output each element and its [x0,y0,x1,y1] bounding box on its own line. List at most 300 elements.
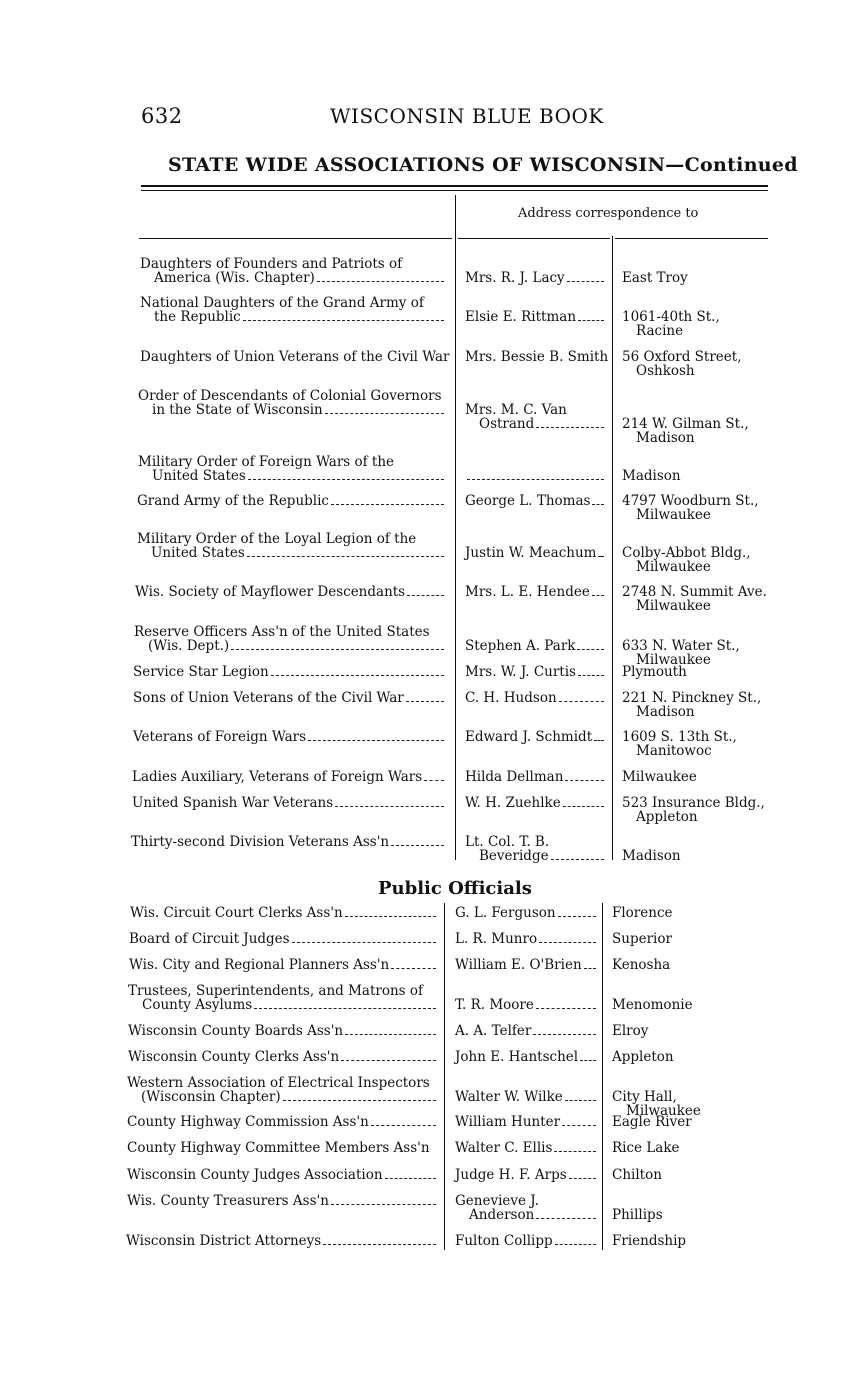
leader-dots [331,1201,436,1205]
leader-dots [243,317,444,321]
organization-name-line [130,906,436,920]
address-line: 523 Insurance Bldg., [622,795,765,811]
leader-dots [536,424,604,428]
running-head: WISCONSIN BLUE BOOK [330,104,604,128]
leader-dots [385,1175,436,1179]
organization-name-line [140,310,444,324]
organization-name-line [140,271,444,285]
address-line: Friendship [612,1233,687,1249]
header-rule-mid [458,238,610,239]
organization-name [130,906,436,920]
correspondent-line [465,417,604,431]
leader-dots [592,592,604,596]
leader-dots [345,913,436,917]
correspondent-text: T. R. Moore [455,997,534,1013]
address [622,469,681,483]
correspondent-name [455,998,596,1012]
address-line: Plymouth [622,664,687,680]
leader-dots [563,803,604,807]
organization-name-line [138,469,444,483]
address [612,1115,692,1129]
organization-name-line [127,1090,436,1104]
organization-name [129,932,436,946]
address-line: 56 Oxford Street, [622,349,742,365]
organization-name-text: Sons of Union Veterans of the Civil War [133,690,404,706]
leader-dots [424,777,444,781]
leader-dots [533,1031,596,1035]
organization-name-line [137,546,444,560]
address [612,958,670,972]
correspondent-line [465,835,604,849]
correspondent-line [455,906,596,920]
organization-name-line [131,835,444,849]
correspondent-line [455,1168,596,1182]
organization-name-text: United States [151,545,245,561]
leader-dots [592,501,604,505]
organization-name-line [127,1076,436,1090]
correspondent-text: Edward J. Schmidt [465,729,593,745]
correspondent-text: Mrs. Bessie B. Smith [465,349,609,365]
correspondent-text: Elsie E. Rittman [465,309,577,325]
organization-name-line [134,639,444,653]
address [622,770,697,784]
correspondent-line [455,1208,596,1222]
correspondent-text: Mrs. L. E. Hendee [465,584,590,600]
organization-name-text: Veterans of Foreign Wars [133,729,307,745]
organization-name-text: Grand Army of the Republic [137,493,329,509]
address-line: Appleton [636,809,698,825]
organization-name-text: Wis. City and Regional Planners Ass'n [129,957,390,973]
address [622,585,767,613]
address-line: East Troy [622,270,688,286]
organization-name [133,730,444,744]
organization-name [127,1194,436,1208]
organization-name-line [127,1115,436,1129]
organization-name-line [132,770,444,784]
address-column-header: Address correspondence to [518,206,699,221]
address-line: Eagle River [612,1114,692,1130]
organization-name-line [127,1168,436,1182]
organization-name-text: Trustees, Superintendents, and Matrons of [128,983,423,999]
correspondent-line [465,796,604,810]
address-line: Rice Lake [612,1140,680,1156]
correspondent-line [455,1194,596,1208]
organization-name-line [134,625,444,639]
leader-dots [391,965,436,969]
correspondent-line [465,665,604,679]
organization-name-line [128,984,436,998]
leader-dots [248,476,444,480]
correspondent-name [465,310,604,324]
public-officials-heading: Public Officials [378,878,532,899]
organization-name [127,1141,430,1155]
organization-name [128,1050,436,1064]
header-rule-left [139,238,452,239]
address [622,417,749,445]
column-divider-1 [455,195,456,860]
address [622,665,687,679]
address-line: Elroy [612,1023,649,1039]
correspondent-text: Justin W. Meachum [465,545,597,561]
leader-dots [467,476,604,480]
address [622,730,737,758]
correspondent-text: William E. O'Brien [455,957,582,973]
organization-name-text: National Daughters of the Grand Army of [140,295,424,311]
address-line: Madison [622,848,681,864]
organization-name-line [138,455,444,469]
correspondent-text: Mrs. W. J. Curtis [465,664,576,680]
address-line: Madison [636,704,695,720]
organization-name-text: in the State of Wisconsin [152,402,323,418]
organization-name [127,1168,436,1182]
leader-dots [594,737,604,741]
organization-name-text: (Wisconsin Chapter) [141,1089,281,1105]
correspondent-text: Walter W. Wilke [455,1089,563,1105]
organization-name-line [133,730,444,744]
organization-name [128,984,436,1012]
address-line: 221 N. Pinckney St., [622,690,762,706]
correspondent-line [455,1234,596,1248]
address-line: Milwaukee [636,652,711,668]
organization-name-text: Military Order of Foreign Wars of the [138,454,395,470]
correspondent-name [455,1024,596,1038]
leader-dots [345,1031,436,1035]
organization-name [132,770,444,784]
leader-dots [536,1215,596,1219]
correspondent-name [455,1234,596,1248]
correspondent-text: Genevieve J. [455,1193,539,1209]
organization-name [128,1024,436,1038]
correspondent-line [465,770,604,784]
address-line: Kenosha [612,957,671,973]
correspondent-name [465,494,604,508]
correspondent-line [455,958,596,972]
column-divider-3 [444,903,445,1250]
organization-name-text: United Spanish War Veterans [132,795,334,811]
organization-name [138,455,444,483]
correspondent-name [455,932,596,946]
correspondent-text: George L. Thomas [465,493,591,509]
organization-name [140,350,449,364]
organization-name-text: Western Association of Electrical Inspectors [127,1075,430,1091]
correspondent-line [465,469,604,483]
correspondent-text: A. A. Telfer [455,1023,532,1039]
address-line: Phillips [612,1207,663,1223]
address [622,546,751,574]
organization-name-line [140,296,444,310]
column-divider-2 [612,236,613,860]
correspondent-name [465,796,604,810]
leader-dots [559,698,604,702]
address [612,906,673,920]
leader-dots [407,592,444,596]
address [612,998,693,1012]
address-line: 1609 S. 13th St., [622,729,737,745]
organization-name-text: Thirty-second Division Veterans Ass'n [131,834,390,850]
correspondent-text: G. L. Ferguson [455,905,556,921]
leader-dots [551,856,604,860]
address-line: 1061-40th St., [622,309,720,325]
leader-dots [391,842,444,846]
organization-name [140,257,444,285]
correspondent-line [455,1050,596,1064]
address [612,1168,662,1182]
organization-name [133,665,444,679]
address-line: Racine [636,323,684,339]
correspondent-line [465,271,604,285]
correspondent-name [465,469,604,483]
correspondent-name [465,835,604,863]
organization-name-text: (Wis. Dept.) [148,638,230,654]
correspondent-name [465,271,604,285]
correspondent-text: W. H. Zuehlke [465,795,561,811]
organization-name-line [129,932,436,946]
organization-name-text: County Asylums [142,997,253,1013]
leader-dots [283,1097,436,1101]
correspondent-text: Judge H. F. Arps [455,1167,567,1183]
correspondent-line [465,691,604,705]
leader-dots [555,1241,596,1245]
address [612,1141,680,1155]
correspondent-line [455,998,596,1012]
organization-name-line [127,1194,436,1208]
organization-name-line [127,1141,430,1155]
organization-name [134,625,444,653]
organization-name-line [128,998,436,1012]
organization-name-line [138,403,444,417]
correspondent-name [465,350,608,364]
organization-name-line [138,389,444,403]
address-line: Milwaukee [636,598,711,614]
correspondent-line [455,1090,596,1104]
address-line: Chilton [612,1167,662,1183]
correspondent-line [455,1141,596,1155]
address-line: Milwaukee [622,769,697,785]
section-title: STATE WIDE ASSOCIATIONS OF WISCONSIN—Continued [168,154,798,176]
organization-name-line [140,350,449,364]
correspondent-text: William Hunter [455,1114,561,1130]
correspondent-line [455,1115,596,1129]
organization-name-line [135,585,444,599]
leader-dots [308,737,444,741]
address [622,310,720,338]
leader-dots [562,1122,596,1126]
leader-dots [406,698,444,702]
address [622,494,759,522]
organization-name [132,796,444,810]
organization-name-text: Military Order of the Loyal Legion of the [137,531,417,547]
correspondent-line [465,494,604,508]
correspondent-name [465,665,604,679]
correspondent-name [455,1090,596,1104]
leader-dots [325,410,444,414]
correspondent-line [465,585,604,599]
organization-name-line [126,1234,436,1248]
correspondent-line [465,350,608,364]
organization-name-line [129,958,436,972]
page-number: 632 [141,104,183,128]
address [612,932,672,946]
leader-dots [584,965,596,969]
organization-name-text: Wis. County Treasurers Ass'n [127,1193,329,1209]
correspondent-text: John E. Hantschel [455,1049,579,1065]
correspondent-text: L. R. Munro [455,931,538,947]
organization-name-line [132,796,444,810]
correspondent-line [465,849,604,863]
organization-name-text: Ladies Auxiliary, Veterans of Foreign Wars [132,769,423,785]
address-line: Madison [622,468,681,484]
header-rule-right [615,238,768,239]
organization-name [135,585,444,599]
correspondent-line [465,639,604,653]
address [622,350,741,378]
organization-name-line [137,494,444,508]
leader-dots [231,646,444,650]
organization-name-text: Order of Descendants of Colonial Governors [138,388,442,404]
address-line: Oshkosh [636,363,695,379]
address-line: Menomonie [612,997,693,1013]
address [612,1050,674,1064]
leader-dots [292,939,436,943]
address [612,1024,648,1038]
organization-name-text: Service Star Legion [133,664,269,680]
address [612,1234,686,1248]
correspondent-line [455,932,596,946]
organization-name [131,835,444,849]
organization-name [138,389,444,417]
organization-name-text: Board of Circuit Judges [129,931,290,947]
correspondent-name [455,1050,596,1064]
leader-dots [371,1122,436,1126]
address-line: 4797 Woodburn St., [622,493,759,509]
address-line: Manitowoc [636,743,712,759]
correspondent-name [455,906,596,920]
correspondent-name [465,585,604,599]
address [622,271,688,285]
organization-name [137,532,444,560]
address-line: Milwaukee [636,507,711,523]
correspondent-line [455,1024,596,1038]
address-line: 633 N. Water St., [622,638,740,654]
leader-dots [323,1241,436,1245]
organization-name-line [137,532,444,546]
correspondent-name [465,770,604,784]
organization-name-text: the Republic [154,309,241,325]
leader-dots [565,777,604,781]
leader-dots [247,553,444,557]
leader-dots [565,1097,596,1101]
correspondent-name [455,1115,596,1129]
address [622,796,765,824]
correspondent-text: Walter C. Ellis [455,1140,553,1156]
leader-dots [598,553,604,557]
address-line: Milwaukee [636,559,711,575]
address [622,849,681,863]
leader-dots [554,1148,596,1152]
organization-name-line [133,665,444,679]
organization-name-text: Wis. Society of Mayflower Descendants [135,584,406,600]
address [612,1208,663,1222]
correspondent-name [455,1194,596,1222]
correspondent-line [465,310,604,324]
address [622,691,761,719]
correspondent-line [465,403,604,417]
organization-name [127,1076,436,1104]
leader-dots [558,913,596,917]
organization-name-text: Reserve Officers Ass'n of the United States [134,624,430,640]
organization-name-line [140,257,444,271]
correspondent-name [465,639,604,653]
correspondent-line [465,546,604,560]
correspondent-text: Stephen A. Park [465,638,576,654]
leader-dots [341,1057,436,1061]
correspondent-text: Lt. Col. T. B. [465,834,550,850]
organization-name [126,1234,436,1248]
correspondent-name [465,730,604,744]
correspondent-text: Anderson [469,1207,535,1223]
address-line: City Hall, [612,1089,677,1105]
organization-name-text: Daughters of Union Veterans of the Civil War [140,349,450,365]
address-line: Colby-Abbot Bldg., [622,545,751,561]
address-line: Appleton [612,1049,674,1065]
organization-name [129,958,436,972]
organization-name-text: Wisconsin County Judges Association [127,1167,383,1183]
organization-name-line [128,1024,436,1038]
leader-dots [271,672,444,676]
correspondent-name [455,1168,596,1182]
correspondent-name [465,691,604,705]
correspondent-line [465,730,604,744]
correspondent-name [465,546,604,560]
correspondent-name [455,958,596,972]
correspondent-text: Mrs. R. J. Lacy [465,270,565,286]
leader-dots [577,646,604,650]
correspondent-text: C. H. Hudson [465,690,557,706]
address-line: Superior [612,931,672,947]
leader-dots [335,803,444,807]
organization-name-line [128,1050,436,1064]
correspondent-text: Hilda Dellman [465,769,564,785]
organization-name-text: County Highway Committee Members Ass'n [127,1140,430,1156]
correspondent-text: Beveridge [479,848,549,864]
organization-name-text: Wis. Circuit Court Clerks Ass'n [130,905,343,921]
leader-dots [578,317,604,321]
column-divider-4 [602,903,603,1250]
address-line: Milwaukee [626,1103,701,1119]
leader-dots [317,278,444,282]
correspondent-text: Fulton Collipp [455,1233,553,1249]
leader-dots [539,939,596,943]
organization-name-line [133,691,444,705]
correspondent-text: Mrs. M. C. Van [465,402,567,418]
organization-name-text: Daughters of Founders and Patriots of [140,256,403,272]
leader-dots [567,278,604,282]
correspondent-text: Ostrand [479,416,535,432]
organization-name-text: United States [152,468,246,484]
correspondent-name [455,1141,596,1155]
organization-name-text: Wisconsin County Boards Ass'n [128,1023,344,1039]
organization-name [133,691,444,705]
organization-name-text: Wisconsin County Clerks Ass'n [128,1049,340,1065]
address-line: 2748 N. Summit Ave. [622,584,767,600]
leader-dots [578,672,604,676]
address-line: 214 W. Gilman St., [622,416,749,432]
address [622,639,740,667]
organization-name-text: America (Wis. Chapter) [154,270,315,286]
leader-dots [580,1057,596,1061]
leader-dots [569,1175,596,1179]
organization-name-text: County Highway Commission Ass'n [127,1114,369,1130]
